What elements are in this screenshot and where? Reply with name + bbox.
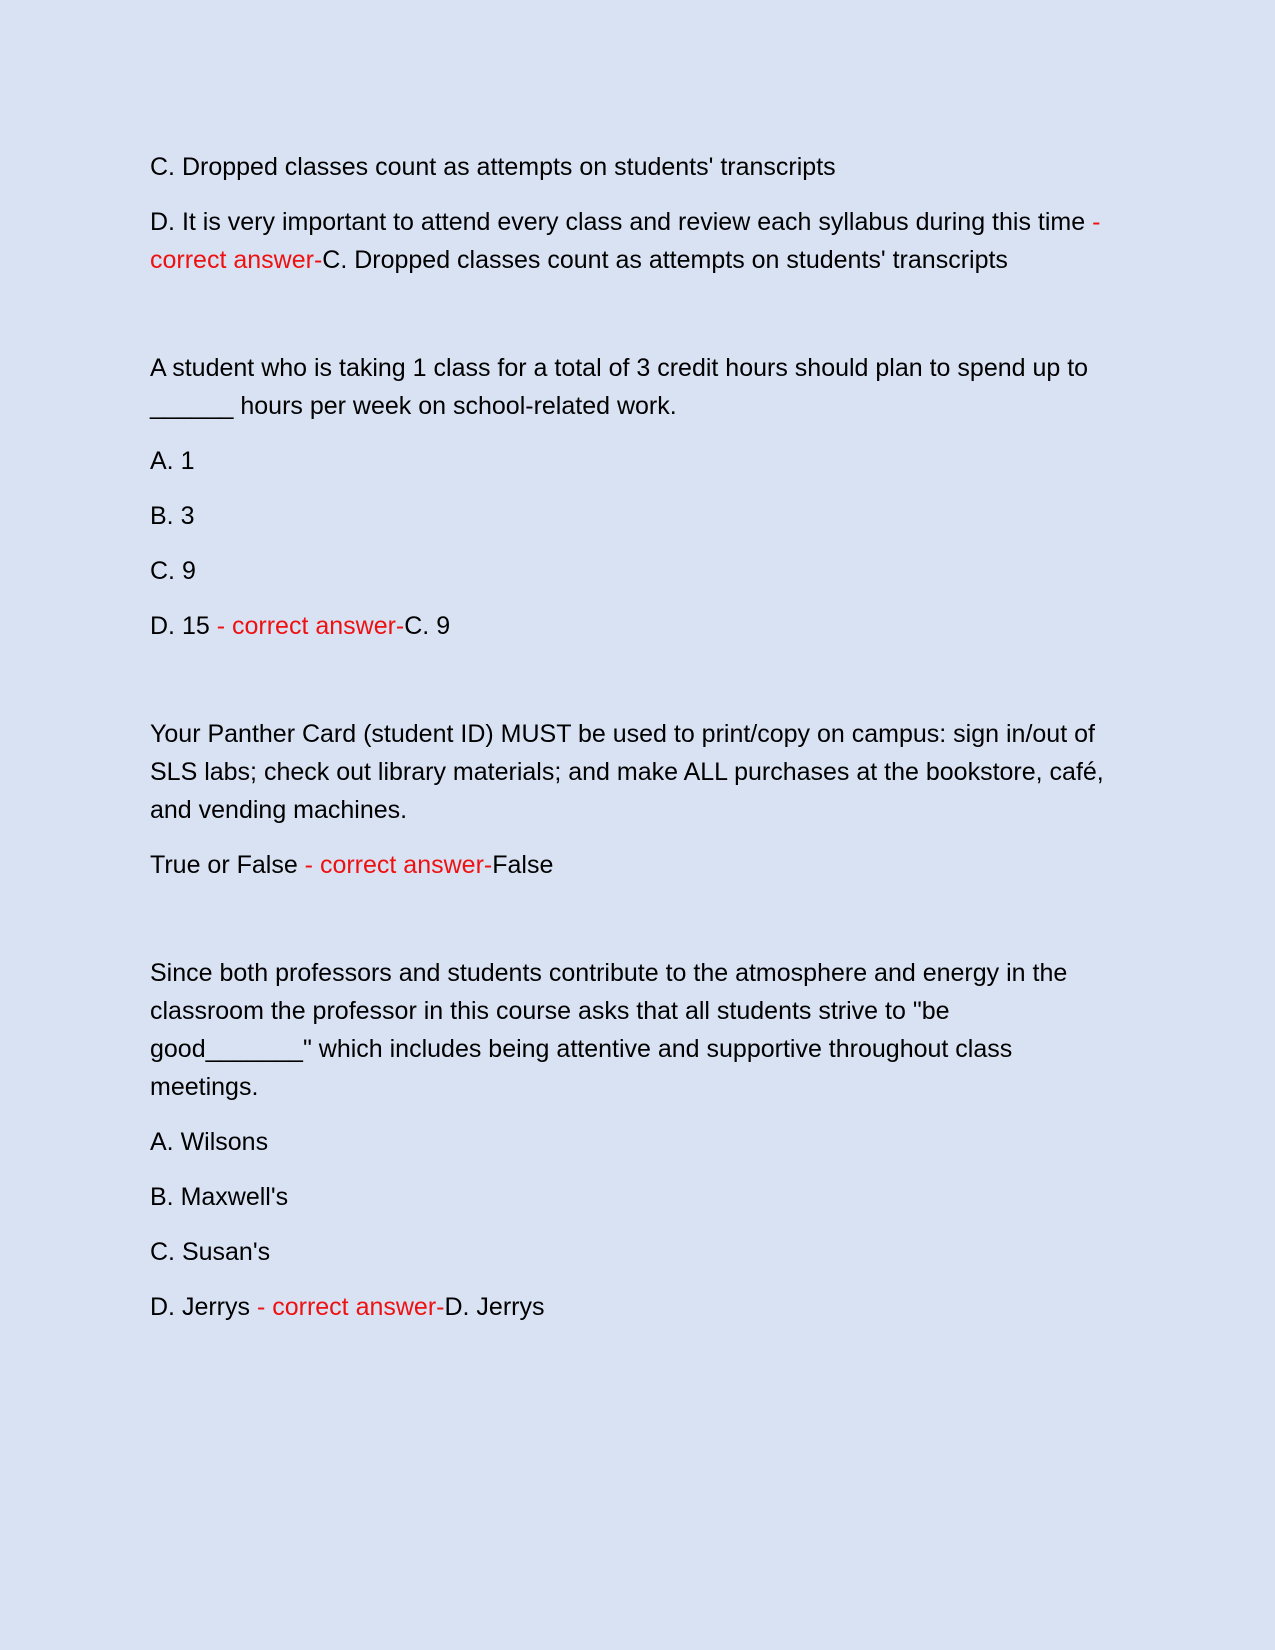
q2-answer-value: C. 9 [404, 612, 451, 640]
q4-answer-label: - correct answer- [250, 1293, 445, 1321]
q2-option-d-with-answer [150, 607, 1110, 645]
spacer [150, 296, 1110, 349]
q3-prompt: True or False [150, 851, 298, 879]
q1-option-d-with-answer [150, 203, 1110, 279]
q4-answer-value: D. Jerrys [444, 1293, 545, 1321]
q1-option-c: C. Dropped classes count as attempts on students' transcripts [150, 153, 836, 181]
document-content [150, 148, 1110, 1343]
q1-answer-label: - correct answer- [150, 208, 1101, 274]
q2-option-c: C. 9 [150, 557, 196, 585]
spacer [150, 662, 1110, 715]
q1-option-d: D. It is very important to attend every class and review each syllabus during this time [150, 208, 1086, 236]
q1-answer-value: C. Dropped classes count as attempts on students' transcripts [322, 246, 1008, 274]
q3-question: Your Panther Card (student ID) MUST be used to print/copy on campus: sign in/out of SLS labs; check out library materials; and make ALL purchases at the bookstore, café, and vending machines. [150, 720, 1104, 824]
q2-option-a: A. 1 [150, 447, 195, 475]
q3-answer-label: - correct answer- [297, 851, 493, 879]
spacer [150, 901, 1110, 954]
q3-answer-value: False [492, 851, 554, 879]
q2-answer-label: - correct answer- [209, 612, 405, 640]
q2-question: A student who is taking 1 class for a total of 3 credit hours should plan to spend up to ______ hours per week on school-related work. [150, 354, 1089, 420]
q4-option-d: D. Jerrys [150, 1293, 250, 1321]
q3-prompt-with-answer [150, 846, 1110, 884]
q4-option-d-with-answer [150, 1288, 1110, 1326]
q4-option-b: B. Maxwell's [150, 1183, 289, 1211]
q2-option-b: B. 3 [150, 502, 195, 530]
q2-option-d: D. 15 [150, 612, 210, 640]
q4-question: Since both professors and students contribute to the atmosphere and energy in the classroom the professor in this course asks that all students strive to "be good_______" which includes being attentive and supportive throughout class meetings. [150, 959, 1068, 1101]
q4-option-c: C. Susan's [150, 1238, 271, 1266]
q4-option-a: A. Wilsons [150, 1128, 269, 1156]
